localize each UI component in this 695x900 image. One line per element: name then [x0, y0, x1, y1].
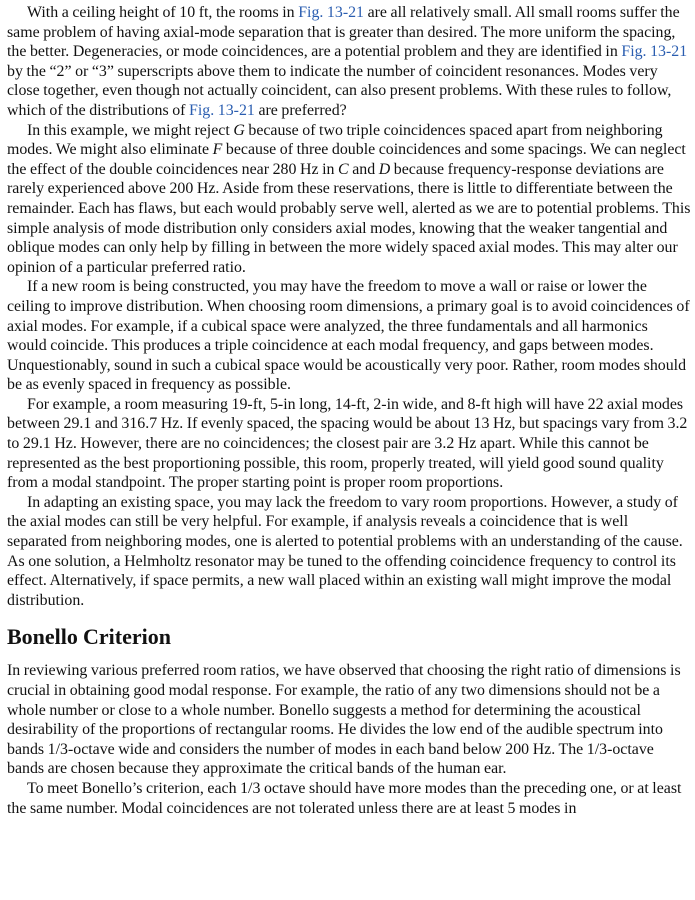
text-run: because frequency-response deviations are rarely experienced above 200 Hz. Aside from these reservations, there is little to differentiate between the remainder. Each has flaws, but each would probably serve well, alerted as we are to potential problems. This simple analysis of mode distribution only considers axial modes, knowing that the weaker tangential and oblique modes can only help by filling in between the more widely spaced axial modes. This may alter our opinion of a particular preferred ratio. — [7, 160, 691, 276]
body-text-after-heading — [7, 661, 691, 818]
text-run: To meet Bonello’s criterion, each 1/3 octave should have more modes than the preceding one, or at least the same number. Modal coincidences are not tolerated unless there are at least 5 modes in — [7, 779, 682, 817]
text-run: If a new room is being constructed, you may have the freedom to move a wall or raise or lower the ceiling to improve distribution. When choosing room dimensions, a primary goal is to avoid coincidences of axial modes. For example, if a cubical space were analyzed, the three fundamentals and all harmonics would coincide. This produces a triple coincidence at each modal frequency, and gaps between modes. Unquestionably, sound in such a cubical space would be acoustically very poor. Rather, room modes should be as evenly spaced in frequency as possible. — [7, 278, 690, 394]
text-run: In adapting an existing space, you may lack the freedom to vary room proportions. However, a study of the axial modes can still be very helpful. For example, if analysis reveals a coincidence that is well separated from neighboring modes, one is alerted to potential problems with an understanding of the cause. As one solution, a Helmholtz resonator may be tuned to the offending coincidence frequency to control its effect. Alternatively, if space permits, a new wall placed within an existing wall might improve the modal distribution. — [7, 493, 683, 609]
paragraph-p4 — [7, 395, 691, 493]
paragraph-p7 — [7, 779, 691, 818]
text-run: For example, a room measuring 19-ft, 5-in long, 14-ft, 2-in wide, and 8-ft high will have 22 axial modes between 29.1 and 316.7 Hz. If evenly spaced, the spacing would be about 13 Hz, but spacings vary from 3.2 to 29.1 Hz. However, there are no coincidences; the closest pair are 3.2 Hz apart. While this cannot be represented as the best proportioning possible, this room, properly treated, will yield good sound quality from a modal standpoint. The proper starting point is proper room proportions. — [7, 395, 688, 492]
text-run: by the “2” or “3” superscripts above them to indicate the number of coincident resonances. Modes very close together, even though not actually coincident, can also present problems. With these rules to follow, which of the distributions of — [7, 62, 672, 119]
text-run: In reviewing various preferred room ratios, we have observed that choosing the right ratio of dimensions is crucial in obtaining good modal response. For example, the ratio of any two dimensions should not be a whole number or close to a whole number. Bonello suggests a method for determining the acoustical desirability of the proportions of rectangular rooms. He divides the low end of the audible spectrum into bands 1/3-octave wide and considers the number of modes in each band below 200 Hz. The 1/3-octave bands are chosen because they approximate the critical bands of the human ear. — [7, 662, 681, 778]
text-run: and — [348, 160, 379, 178]
figure-link[interactable]: Fig. 13-21 — [621, 43, 688, 61]
paragraph-p1 — [7, 3, 691, 121]
figure-link[interactable]: Fig. 13-21 — [298, 4, 365, 21]
text-run: are preferred? — [254, 101, 347, 119]
section-heading: Bonello Criterion — [7, 624, 171, 650]
figure-link[interactable]: Fig. 13-21 — [189, 101, 255, 119]
body-text-before-heading — [7, 3, 691, 610]
text-run: With a ceiling height of 10 ft, the rooms in — [27, 4, 299, 21]
italic-text: C — [338, 160, 349, 178]
text-run: because of three double coincidences and some spacings. We can neglect the effect of the double coincidences near 280 Hz in — [7, 141, 686, 178]
italic-text: F — [212, 141, 223, 159]
italic-text: G — [233, 121, 245, 139]
paragraph-p2 — [7, 121, 691, 278]
paragraph-p5 — [7, 493, 691, 611]
text-run: In this example, we might reject — [27, 121, 234, 139]
text-run: because of two triple coincidences spaced apart from neighboring modes. We might also eliminate — [7, 121, 663, 159]
document-page — [7, 3, 691, 818]
paragraph-p6 — [7, 661, 691, 779]
italic-text: D — [378, 160, 391, 178]
text-run: are all relatively small. All small rooms suffer the same problem of having axial-mode separation that is greater than desired. The more uniform the spacing, the better. Degeneracies, or mode coincidences, are a potential problem and they are identified in — [7, 4, 680, 61]
paragraph-p3 — [7, 277, 691, 395]
